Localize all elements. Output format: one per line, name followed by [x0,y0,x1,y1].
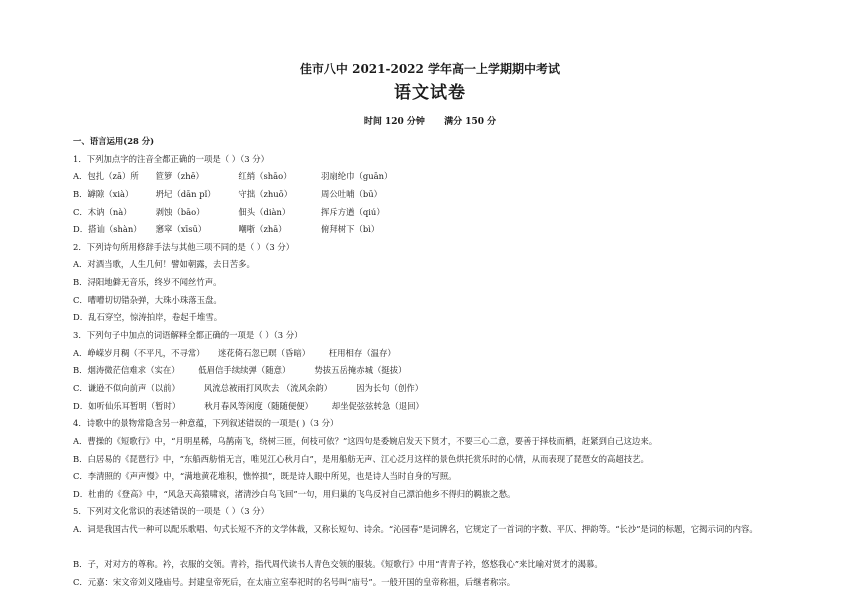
question-3-option-a [73,345,793,363]
question-5-option-a: A．词是我国古代一种可以配乐歌唱、句式长短不齐的文学体裁，又称长短句、诗余。“沁园春”是词牌名，它规定了一首词的字数、平仄、押韵等。“长沙”是词的标题，它揭示词的内容。 [73,524,758,535]
option-part: 低眉信手续续弹（随意） [198,365,291,376]
section-heading: 一、语言运用(28 分) [73,136,155,146]
question-3-option-c [73,380,793,398]
option-part: 羽扇纶巾（guān） [321,171,393,182]
option-part: 势拔五岳掩赤城（挺拔） [314,365,407,376]
question-4-option-d: D．杜甫的《登高》中，“风急天高猿啸哀，渚清沙白鸟飞回”一句，用归巢的飞鸟反衬自己漂泊他乡不得归的羁旅之愁。 [73,488,516,499]
question-2-option-b: B．浔阳地僻无音乐，终岁不闻丝竹声。 [73,277,222,288]
question-3-option-b [73,362,793,380]
question-3-option-d [73,398,793,416]
question-3-stem: 3．下列句子中加点的词语解释全都正确的一项是（ ）（3 分） [73,330,303,341]
option-part: 枉用相存（温存） [328,347,396,358]
option-part: 笸箩（zhē） [155,171,204,182]
question-2-option-d: D．乱石穿空，惊涛拍岸，卷起千堆雪。 [73,312,223,323]
exam-title: 佳市八中 2021-2022 学年高一上学期期中考试 [299,62,561,76]
option-part: B．罅隙（xià） [73,188,134,199]
option-part: 却坐促弦弦转急（退回） [331,400,424,411]
option-part: 守拙（zhuō） [238,188,293,199]
question-1-option-d [73,221,793,239]
option-part: 周公吐哺（bū） [321,188,383,199]
option-part: D．搭讪（shàn） [73,224,142,235]
option-part: 红绡（shāo） [238,171,292,182]
option-part: A．包扎（zā）所 [73,171,139,182]
exam-time: 时间 120 分钟 [363,117,425,127]
question-5-stem: 5．下列对文化常识的表述错误的一项是（ ）（3 分） [73,506,270,517]
option-part: 窸窣（xīsū） [155,224,207,235]
question-1-option-c [73,204,793,222]
question-4-option-b: B．白居易的《琵琶行》中，“东船西舫悄无言，唯见江心秋月白”，是用船舫无声、江心泛月这样的景色烘托赏乐时的心情，从而表现了琵琶女的高超技艺。 [73,453,649,464]
option-part: 嘲哳（zhā） [238,224,287,235]
question-4-option-a: A．曹操的《短歌行》中，“月明星稀，乌鹊南飞，绕树三匝，何枝可依？”这四句是委婉启发天下贤才，不要三心二意，要善于择枝而栖，赶紧到自己这边来。 [73,435,658,446]
question-2-stem: 2．下列诗句所用修辞手法与其他三项不同的是（ ）（3 分） [73,241,295,252]
question-5-option-b: B．子，对对方的尊称。衿，衣服的交领。青衿，指代周代读书人青色交领的服装。《短歌行》中用“青青子衿，悠悠我心”来比喻对贤才的渴慕。 [73,559,603,570]
option-part: D．如听仙乐耳暂明（暂时） [73,400,181,411]
option-part: C．谦逊不似向前声（以前） [73,382,180,393]
question-4-option-c: C．李清照的《声声慢》中，“满地黄花堆积，憔悴损”，既是诗人眼中所见，也是诗人当时自身的写照。 [73,471,457,482]
option-part: 剥蚀（bāo） [155,206,205,217]
question-2-option-a: A．对酒当歌，人生几何！譬如朝露，去日苦多。 [73,259,255,270]
exam-score: 满分 150 分 [444,117,497,127]
question-5-option-c: C．元嘉：宋文帝刘义隆庙号。封建皇帝死后，在太庙立室奉祀时的名号叫“庙号”。一般开国的皇帝称祖，后继者称宗。 [73,577,516,588]
option-part: A．峥嵘岁月稠（不平凡，不寻常） [73,347,205,358]
option-part: C．木讷（nà） [73,206,132,217]
question-4-stem: 4．诗歌中的景物常隐含另一种意蕴，下列叙述错误的一项是( )（3 分） [73,418,339,429]
option-part: 迷花倚石忽已暝（昏暗） [218,347,311,358]
question-1-option-b [73,186,793,204]
option-part: B．烟涛微茫信难求（实在） [73,365,180,376]
question-2-option-c: C．嘈嘈切切错杂弹，大珠小珠落玉盘。 [73,294,222,305]
question-1-option-a [73,168,793,186]
option-part: 佃头（diàn） [238,206,291,217]
option-part: 因为长句（创作） [356,382,424,393]
exam-content [73,133,793,592]
option-part: 秋月春风等闲度（随随便便） [204,400,314,411]
option-part: 风流总被雨打风吹去 （流风余韵） [203,382,333,393]
option-part: 挥斥方遒（qiú） [321,206,385,217]
option-part: 俯拜树下（bì） [321,224,380,235]
question-1-stem: 1．下列加点字的注音全都正确的一项是（ ）（3 分） [73,153,270,164]
exam-meta [0,114,860,127]
exam-subtitle: 语文试卷 [394,83,466,103]
option-part: 坍圮（dān pǐ） [155,188,216,199]
